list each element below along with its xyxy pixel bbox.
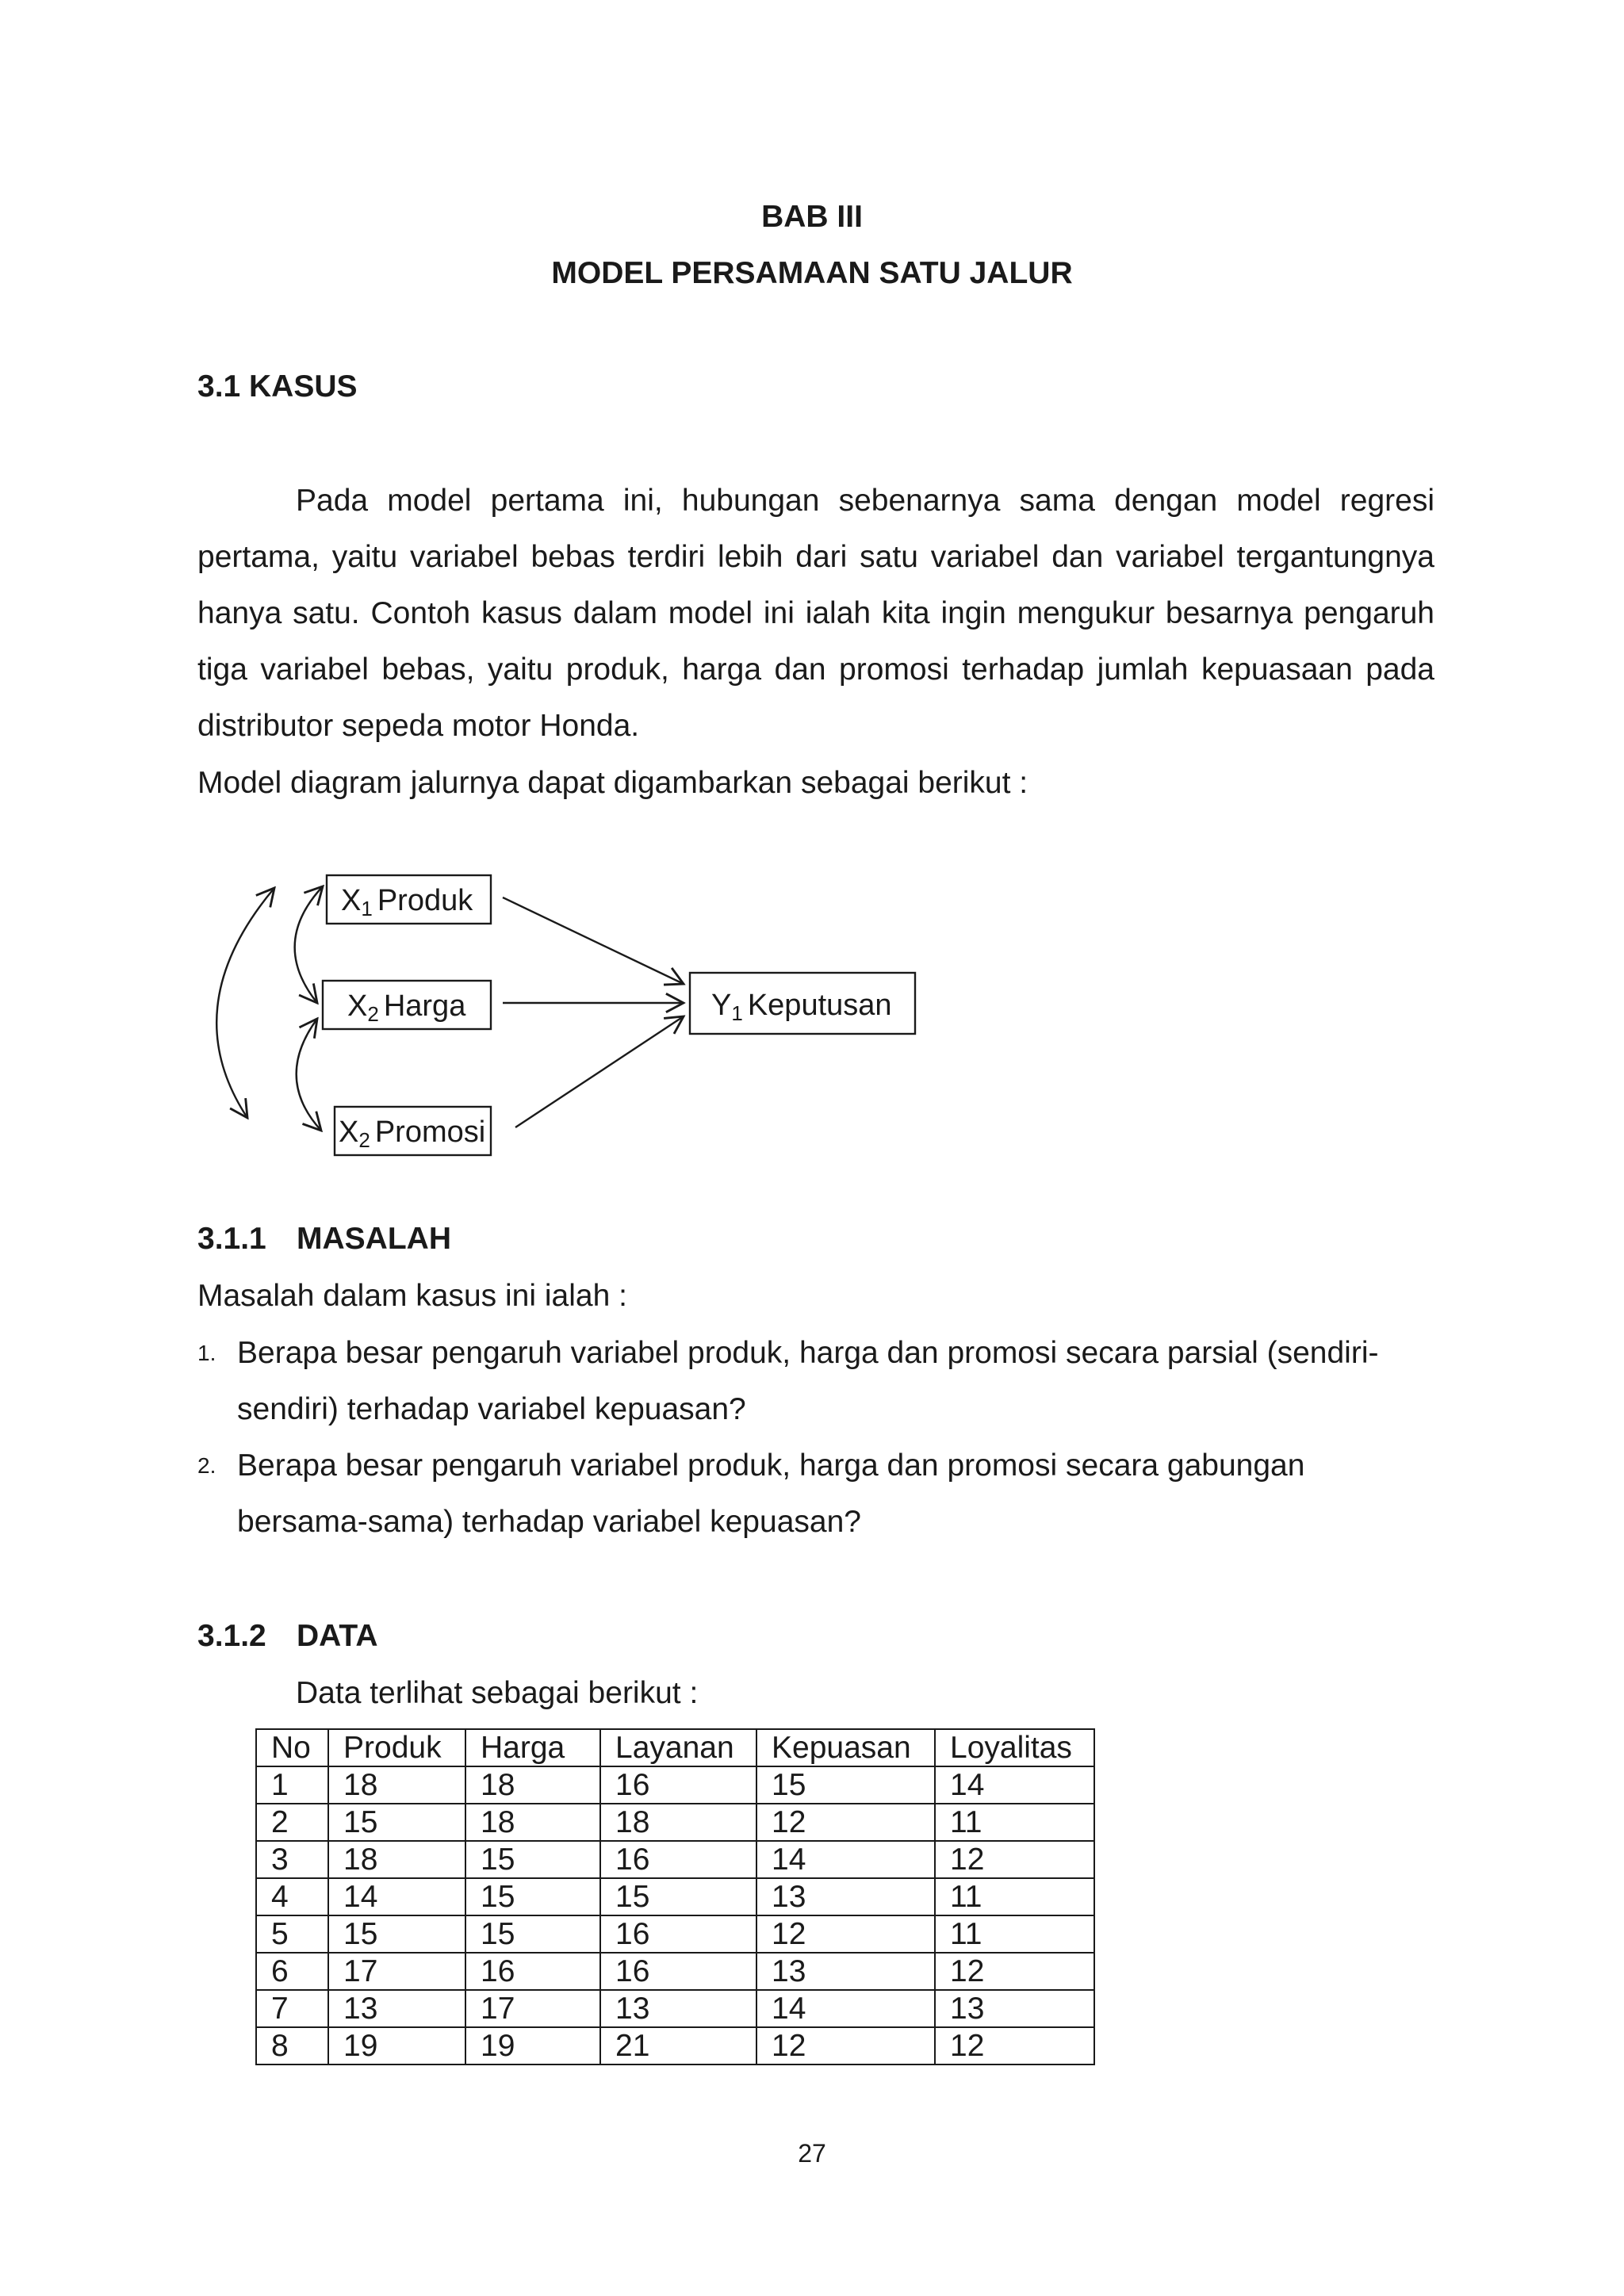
masalah-number: 3.1.1 bbox=[197, 1222, 266, 1256]
table-cell: 15 bbox=[465, 1841, 600, 1878]
table-cell: 16 bbox=[465, 1953, 600, 1990]
table-cell: 18 bbox=[328, 1841, 465, 1878]
table-cell: 7 bbox=[256, 1990, 328, 2027]
correlation-x1-x2-arc bbox=[295, 886, 323, 1003]
data-table bbox=[255, 1728, 1095, 2065]
column-header: Harga bbox=[465, 1729, 600, 1766]
table-cell: 19 bbox=[328, 2027, 465, 2064]
table-cell: 15 bbox=[328, 1804, 465, 1841]
table-cell: 13 bbox=[756, 1878, 935, 1915]
table-cell: 16 bbox=[600, 1766, 756, 1804]
table-cell: 17 bbox=[465, 1990, 600, 2027]
chapter-label: BAB III bbox=[761, 200, 863, 234]
masalah-heading bbox=[197, 1222, 451, 1257]
diagram-caption: Model diagram jalurnya dapat digambarkan sebagai berikut : bbox=[197, 766, 1028, 800]
column-header: Layanan bbox=[600, 1729, 756, 1766]
table-row bbox=[256, 1841, 1094, 1878]
section-title: KASUS bbox=[249, 369, 358, 404]
page-number: 27 bbox=[798, 2139, 826, 2168]
table-row bbox=[256, 1878, 1094, 1915]
table-cell: 12 bbox=[756, 1804, 935, 1841]
table-cell: 15 bbox=[328, 1915, 465, 1953]
table-cell: 14 bbox=[935, 1766, 1094, 1804]
data-intro: Data terlihat sebagai berikut : bbox=[296, 1676, 699, 1710]
masalah-intro: Masalah dalam kasus ini ialah : bbox=[197, 1279, 627, 1313]
node-x1-label: X1 Produk bbox=[341, 884, 473, 920]
section-number: 3.1 bbox=[197, 369, 241, 404]
data-heading bbox=[197, 1619, 378, 1654]
table-cell: 18 bbox=[328, 1766, 465, 1804]
table-cell: 3 bbox=[256, 1841, 328, 1878]
chapter-title: MODEL PERSAMAAN SATU JALUR bbox=[551, 256, 1073, 290]
table-cell: 13 bbox=[328, 1990, 465, 2027]
column-header: No bbox=[256, 1729, 328, 1766]
table-cell: 15 bbox=[756, 1766, 935, 1804]
table-cell: 12 bbox=[756, 1915, 935, 1953]
correlation-x2-x3-arc bbox=[297, 1019, 321, 1131]
table-cell: 11 bbox=[935, 1804, 1094, 1841]
table-cell: 17 bbox=[328, 1953, 465, 1990]
column-header: Kepuasan bbox=[756, 1729, 935, 1766]
correlation-x1-x3-arc bbox=[216, 888, 274, 1118]
table-cell: 12 bbox=[935, 1841, 1094, 1878]
table-cell: 16 bbox=[600, 1953, 756, 1990]
column-header: Loyalitas bbox=[935, 1729, 1094, 1766]
table-cell: 11 bbox=[935, 1878, 1094, 1915]
table-cell: 19 bbox=[465, 2027, 600, 2064]
table-cell: 18 bbox=[465, 1766, 600, 1804]
table-cell: 14 bbox=[756, 1841, 935, 1878]
node-y1-label: Y1 Keputusan bbox=[711, 989, 892, 1025]
data-title: DATA bbox=[297, 1619, 378, 1653]
table-cell: 12 bbox=[935, 1953, 1094, 1990]
section-heading bbox=[197, 369, 358, 404]
table-cell: 12 bbox=[935, 2027, 1094, 2064]
table-cell: 21 bbox=[600, 2027, 756, 2064]
table-cell: 6 bbox=[256, 1953, 328, 1990]
masalah-title: MASALAH bbox=[297, 1222, 451, 1256]
table-row bbox=[256, 1766, 1094, 1804]
column-header: Produk bbox=[328, 1729, 465, 1766]
list-item: 1. Berapa besar pengaruh variabel produk, harga dan promosi secara parsial (sendiri-sendiri) terhadap variabel kepuasan? bbox=[197, 1336, 1379, 1426]
table-cell: 18 bbox=[600, 1804, 756, 1841]
table-header-row bbox=[256, 1729, 1094, 1766]
table-cell: 12 bbox=[756, 2027, 935, 2064]
table-cell: 4 bbox=[256, 1878, 328, 1915]
intro-paragraph-text: Pada model pertama ini, hubungan sebenarnya sama dengan model regresi pertama, yaitu variabel bebas terdiri lebih dari satu variabel dan variabel tergantungnya hanya satu. Contoh kasus dalam model ini ialah kita ingin mengukur besarnya pengaruh tiga variabel bebas, yaitu produk, harga dan promosi terhadap jumlah kepuasaan pada distributor sepeda motor Honda. bbox=[197, 484, 1434, 743]
table-cell: 13 bbox=[935, 1990, 1094, 2027]
node-x3-label: X2 Promosi bbox=[339, 1115, 486, 1152]
table-cell: 11 bbox=[935, 1915, 1094, 1953]
table-cell: 16 bbox=[600, 1915, 756, 1953]
table-cell: 2 bbox=[256, 1804, 328, 1841]
list-item: 2. Berapa besar pengaruh variabel produk, harga dan promosi secara gabungan bersama-sama) terhadap variabel kepuasan? bbox=[197, 1448, 1305, 1539]
table-cell: 14 bbox=[328, 1878, 465, 1915]
table-cell: 16 bbox=[600, 1841, 756, 1878]
arrow-x1-to-y1 bbox=[503, 897, 684, 984]
intro-paragraph bbox=[197, 473, 1434, 754]
table-cell: 15 bbox=[465, 1878, 600, 1915]
table-cell: 5 bbox=[256, 1915, 328, 1953]
table-cell: 13 bbox=[600, 1990, 756, 2027]
table-cell: 8 bbox=[256, 2027, 328, 2064]
path-diagram bbox=[0, 856, 952, 1189]
table-row bbox=[256, 2027, 1094, 2064]
table-row bbox=[256, 1915, 1094, 1953]
table-cell: 13 bbox=[756, 1953, 935, 1990]
table-row bbox=[256, 1804, 1094, 1841]
masalah-list bbox=[197, 1325, 1434, 1550]
table-row bbox=[256, 1990, 1094, 2027]
arrow-x3-to-y1 bbox=[515, 1016, 684, 1127]
table-row bbox=[256, 1953, 1094, 1990]
data-number: 3.1.2 bbox=[197, 1619, 266, 1653]
table-cell: 18 bbox=[465, 1804, 600, 1841]
node-x2-label: X2 Harga bbox=[347, 989, 466, 1026]
table-cell: 1 bbox=[256, 1766, 328, 1804]
table-cell: 14 bbox=[756, 1990, 935, 2027]
table-cell: 15 bbox=[600, 1878, 756, 1915]
table-cell: 15 bbox=[465, 1915, 600, 1953]
